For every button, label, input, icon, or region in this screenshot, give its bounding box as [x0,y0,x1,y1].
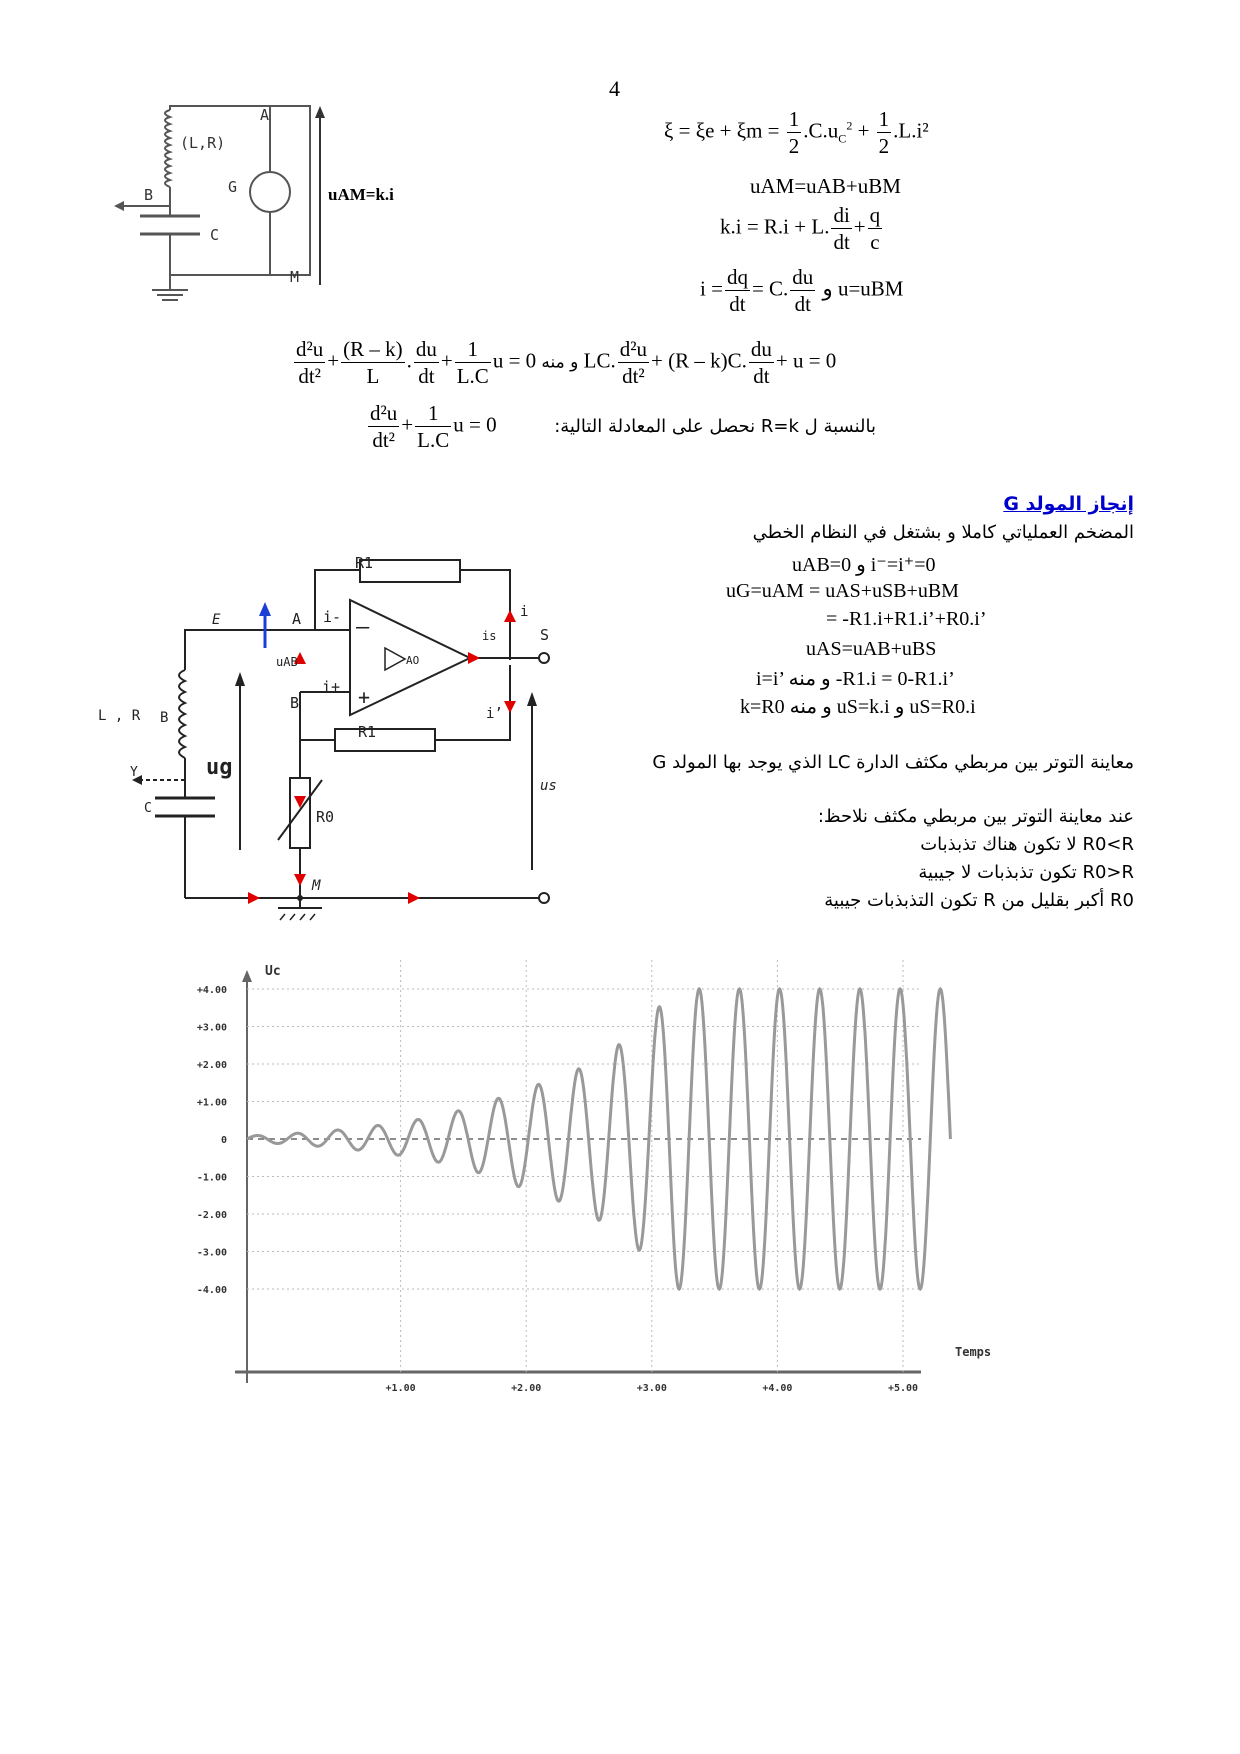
y-tick-label: +1.00 [196,1097,227,1109]
r1-top-label: R1 [355,554,374,572]
i-plus-label: i+ [322,678,341,696]
x-axis-label: Temps [955,1345,992,1359]
page-number: 4 [609,76,620,101]
observation-intro: عند معاينة التوتر بين مربطي مكثف نلاحظ: [817,806,1134,827]
r0-label: R0 [316,808,335,826]
y-tick-label: -4.00 [196,1285,227,1296]
opamp-linear-line: المضخم العملياتي كاملا و بشتغل في النظام الخطي [752,522,1134,543]
y-tick-label: -3.00 [196,1247,227,1259]
uab-line: uAB=0 و i⁻=i⁺=0 [792,554,936,576]
ki-equation: k.i = R.i + L. $\frac{di}{dt}$ + $\frac{q}{c}$ [720,203,881,254]
k-r0-line: k=R0 و منه uS=k.i و uS=R0.i [740,696,976,718]
y-label: Y [130,765,138,780]
y-tick-label: 0 [220,1135,227,1146]
capacitor-voltage-chart [196,950,1020,1394]
observation-title: معاينة التوتر بين مربطي مكثف الدارة LC الذي يوجد بها المولد G [652,752,1134,773]
x-tick-label: +4.00 [762,1383,793,1394]
ao-label: AO [406,654,420,667]
y-tick-label: +2.00 [196,1060,227,1071]
node-a-label: A [292,610,302,628]
opamp-negative-resistance-circuit [100,540,580,925]
current-equation: i = $\frac{dq}{dt}$ = C. $\frac{du}{dt}$ و u=uBM [700,265,904,316]
node-s-label: S [540,626,550,644]
y-tick-label: +4.00 [196,985,227,996]
harmonic-equation: $\frac{\text{d²u}}{\text{dt²}}$ + $\frac{1}{L.C}$ u = 0 [370,401,497,452]
i-minus-label: i- [323,608,342,626]
e-label: E [212,612,221,628]
r-equals-k-text: بالنسبة ل R=k نحصل على المعادلة التالية: [554,416,876,437]
x-tick-label: +3.00 [636,1383,667,1394]
y-axis-arrow [242,970,252,982]
y-tick-label: -2.00 [196,1210,227,1221]
x-tick-label: +2.00 [511,1383,542,1394]
lc-generator-circuit [110,100,460,335]
generator-label: G [228,178,238,196]
ug-expansion-line: = -R1.i+R1.i’+R0.i’ [826,608,987,630]
y-axis-label: Uc [265,964,281,979]
i-label: i [520,604,529,620]
node-m-label: M [290,268,300,286]
i-prime-label: i’ [486,706,503,722]
x-tick-label: +5.00 [887,1383,919,1394]
capacitor-label: C [210,226,220,244]
y-tick-label: +3.00 [196,1022,227,1034]
capacitor-label: C [144,801,152,816]
uab-label: uAB [276,655,298,669]
node-m-label: M [312,878,321,894]
is-label: is [482,629,497,643]
coil-b-label: B [160,710,169,726]
current-relation-line: i=i’ و منه -R1.i = 0-R1.i’ [756,668,955,690]
ug-line: uG=uAM = uAS+uSB+uBM [726,580,959,602]
section-title: إنجاز المولد G [1003,493,1134,515]
node-b-label: B [144,186,154,204]
observation-2: R0>R تكون تذبذبات لا جيبية [918,862,1134,883]
uas-line: uAS=uAB+uBS [806,638,937,660]
x-tick-label: +1.00 [385,1383,416,1394]
uam-label: uAM=k.i [328,185,394,204]
uam-equation: uAM=uAB+uBM [750,174,901,198]
coil-lr-label: L , R [98,708,141,724]
minus-input-sign: – [356,615,370,640]
plus-input-sign: + [358,685,371,709]
lr-label: (L,R) [180,134,226,152]
ug-label: ug [206,755,233,780]
node-a-label: A [260,106,270,124]
observation-3: R0 أكبر بقليل من R تكون التذبذبات جيبية [824,890,1134,911]
r1-bottom-label: R1 [358,723,377,741]
us-label: us [540,778,557,794]
energy-equation: ξ = ξe + ξm = $\frac{1}{2}$ $.C.u_C^2$ + $\frac{1}{2}$ .L.i² [664,107,929,158]
y-tick-label: -1.00 [196,1172,227,1184]
node-b-label: B [290,694,300,712]
differential-equation: $\frac{\text{d²u}}{\text{dt²}}$ + $\frac{(R - k)}{L}$ . $\frac{du}{dt}$ + $\frac{1}{L.C}$ u = 0 و منه LC. $\frac{\text{d²u}}{\text{dt²}}$ + (R – k)C. $\frac{du}{dt}$ + u = 0 [296,337,837,388]
observation-1: R0<R لا تكون هناك تذبذبات [920,834,1134,855]
